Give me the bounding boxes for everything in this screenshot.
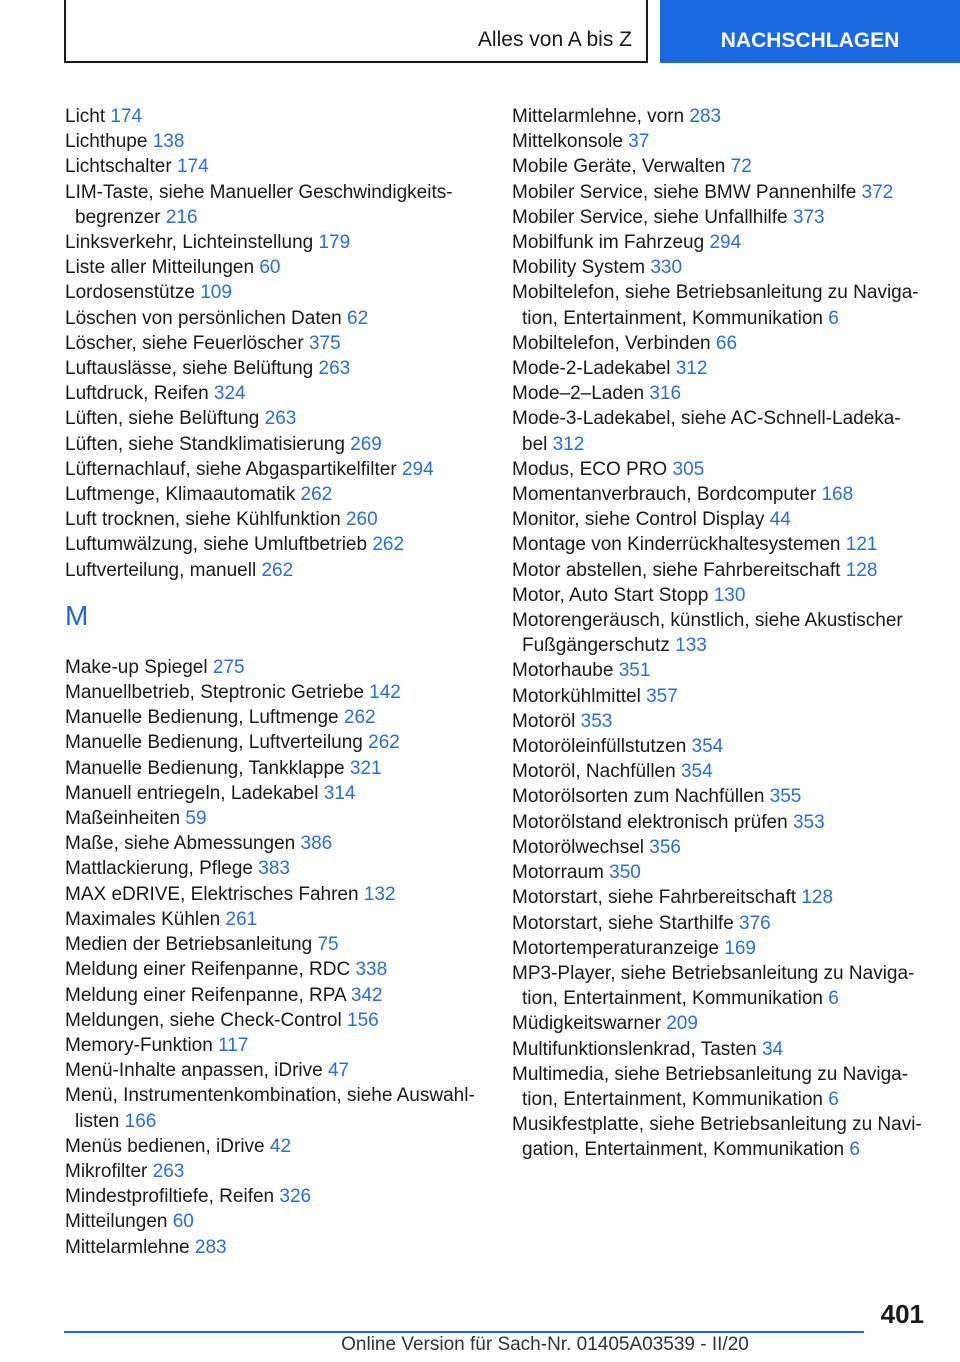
page-reference-link[interactable]: 353 (792, 811, 825, 833)
entry-text: Mindestprofiltiefe, Reifen (65, 1186, 275, 1208)
entry-text: Mobile Geräte, Verwalten (512, 156, 726, 178)
index-entry (65, 356, 485, 381)
index-entry-continuation (65, 1109, 485, 1134)
index-entry (65, 104, 485, 129)
entry-text: Make-up Spiegel (65, 656, 208, 678)
index-entry (512, 810, 932, 835)
index-entry (512, 104, 932, 129)
entry-text: Motorstart, siehe Starthilfe (512, 912, 734, 934)
entry-text: LIM-Taste, siehe Manueller Geschwindigkeits- (65, 181, 453, 203)
entry-text: Luftauslässe, siehe Belüftung (65, 358, 314, 380)
index-group-l (65, 104, 485, 583)
entry-text: Modus, ECO PRO (512, 458, 668, 480)
entry-text: Musikfestplatte, siehe Betriebsanleitung zu Navi- (512, 1114, 922, 1136)
entry-text: tion, Entertainment, Kommunikation (522, 988, 823, 1010)
entry-text: Menü-Inhalte anpassen, iDrive (65, 1060, 323, 1082)
index-entry (65, 957, 485, 982)
page-reference-link[interactable]: 330 (650, 257, 683, 279)
index-entry (512, 532, 932, 557)
index-column-left (65, 104, 485, 1260)
entry-text: MAX eDRIVE, Elektrisches Fahren (65, 883, 359, 905)
entry-text: Motorölwechsel (512, 836, 644, 858)
entry-text: Momentanverbrauch, Bordcomputer (512, 484, 817, 506)
index-entry (512, 835, 932, 860)
page-reference-link[interactable]: 174 (110, 106, 143, 127)
page-reference-link[interactable]: 216 (165, 206, 198, 228)
header-frame (64, 0, 648, 63)
entry-text: bel (522, 433, 548, 455)
entry-text: Monitor, siehe Control Display (512, 509, 765, 531)
page-reference-link[interactable]: 121 (845, 534, 878, 556)
page-reference-link[interactable]: 324 (213, 383, 246, 405)
entry-text: Motorraum (512, 862, 604, 884)
entry-text: Maße, siehe Abmessungen (65, 833, 296, 855)
entry-text: listen (75, 1110, 120, 1132)
entry-text: Luft trocknen, siehe Kühlfunktion (65, 509, 341, 531)
page-reference-link[interactable]: 376 (739, 912, 771, 934)
entry-text: Motor, Auto Start Stopp (512, 584, 709, 606)
index-entry (512, 558, 932, 583)
page-reference-link[interactable]: 350 (609, 862, 641, 884)
entry-text: Fußgängerschutz (522, 635, 670, 657)
entry-text: Mittelarmlehne (65, 1236, 190, 1258)
index-entry (512, 129, 932, 154)
index-entry (65, 1134, 485, 1159)
page-reference-link[interactable]: 169 (724, 937, 756, 959)
page-reference-link[interactable]: 260 (345, 509, 378, 531)
page-reference-link[interactable]: 342 (350, 984, 383, 1006)
page-reference-link[interactable]: 338 (355, 959, 388, 981)
page-reference-link[interactable]: 174 (176, 156, 209, 178)
entry-text: Mittelkonsole (512, 131, 623, 153)
index-entry (512, 381, 932, 406)
page-reference-link[interactable]: 209 (666, 1013, 698, 1035)
page-reference-link[interactable]: 47 (327, 1060, 350, 1082)
page-number: 401 (880, 1299, 924, 1329)
entry-text: Luftverteilung, manuell (65, 559, 257, 581)
entry-text: Lüften, siehe Standklimatisierung (65, 433, 345, 455)
page-reference-link[interactable]: 263 (318, 358, 351, 380)
entry-text: Meldung einer Reifenpanne, RDC (65, 959, 351, 981)
page-reference-link[interactable]: 262 (368, 732, 400, 754)
page-reference-link[interactable]: 283 (194, 1236, 227, 1258)
index-entry (65, 255, 485, 280)
index-entry (65, 432, 485, 457)
entry-text: Menü, Instrumentenkombination, siehe Auswahl- (65, 1085, 475, 1107)
index-entry (65, 730, 485, 755)
entry-text: Luftdruck, Reifen (65, 383, 209, 405)
entry-text: Mobiler Service, siehe BMW Pannenhilfe (512, 181, 857, 203)
entry-text: Mode–2–Laden (512, 383, 645, 405)
entry-text: Manuelle Bedienung, Tankklappe (65, 757, 345, 779)
entry-text: Mobiltelefon, Verbinden (512, 332, 711, 354)
entry-text: Motorölsorten zum Nachfüllen (512, 786, 765, 808)
page-reference-link[interactable]: 60 (259, 257, 281, 279)
page-reference-link[interactable]: 262 (300, 484, 333, 506)
index-entry (512, 961, 932, 986)
index-entry (65, 781, 485, 806)
index-entry (65, 1083, 485, 1108)
index-entry (65, 983, 485, 1008)
entry-text: gation, Entertainment, Kommunikation (522, 1139, 845, 1161)
entry-text: tion, Entertainment, Kommunikation (522, 1088, 823, 1110)
entry-text: MP3-Player, siehe Betriebsanleitung zu Naviga- (512, 962, 915, 984)
footer-rule (64, 1331, 864, 1333)
index-entry (512, 885, 932, 910)
index-entry (512, 709, 932, 734)
page-reference-link[interactable]: 37 (628, 131, 650, 153)
index-entry (512, 331, 932, 356)
entry-text: Manuell entriegeln, Ladekabel (65, 782, 319, 804)
entry-text: Maßeinheiten (65, 808, 181, 830)
page-reference-link[interactable]: 128 (801, 887, 834, 909)
letter-heading: M (65, 599, 89, 631)
index-entry (512, 482, 932, 507)
index-entry (65, 507, 485, 532)
header-tab-nachschlagen[interactable] (660, 0, 960, 63)
index-entry (512, 280, 932, 305)
index-entry (512, 658, 932, 683)
header-tab-label: NACHSCHLAGEN (720, 28, 900, 52)
entry-text: Motorölstand elektronisch prüfen (512, 811, 788, 833)
page-reference-link[interactable]: 386 (300, 833, 333, 855)
entry-text: Menüs bedienen, iDrive (65, 1135, 265, 1157)
page-reference-link[interactable]: 262 (261, 559, 294, 581)
index-entry (65, 1058, 485, 1083)
page-reference-link[interactable]: 6 (828, 988, 839, 1010)
page-reference-link[interactable]: 44 (769, 509, 791, 531)
index-entry (512, 1062, 932, 1087)
index-entry (65, 180, 485, 205)
page-reference-link[interactable]: 383 (258, 858, 290, 880)
index-entry (512, 759, 932, 784)
entry-text: Lordosenstütze (65, 282, 195, 304)
page-reference-link[interactable]: 263 (152, 1160, 185, 1182)
index-entry (512, 205, 932, 230)
entry-text: Lichtschalter (65, 156, 172, 178)
page-reference-link[interactable]: 353 (580, 710, 613, 732)
index-entry (512, 684, 932, 709)
page-reference-link[interactable]: 59 (185, 808, 207, 830)
index-entry-continuation (512, 1087, 932, 1112)
index-entry (65, 1008, 485, 1033)
index-entry (512, 507, 932, 532)
entry-text: Mitteilungen (65, 1211, 168, 1233)
page-reference-link[interactable]: 166 (124, 1110, 157, 1132)
index-entry (512, 784, 932, 809)
index-entry-continuation (512, 306, 932, 331)
index-entry (65, 655, 485, 680)
index-entry (65, 1159, 485, 1184)
entry-text: Motortemperaturanzeige (512, 937, 719, 959)
index-entry (512, 936, 932, 961)
entry-text: Multimedia, siehe Betriebsanleitung zu Naviga- (512, 1063, 909, 1085)
entry-text: Maximales Kühlen (65, 908, 221, 930)
page-reference-link[interactable]: 72 (730, 156, 752, 178)
index-group-m (65, 655, 485, 1260)
entry-text: Manuelle Bedienung, Luftverteilung (65, 732, 363, 754)
index-entry (512, 1011, 932, 1036)
index-entry (65, 482, 485, 507)
page-reference-link[interactable]: 294 (401, 458, 434, 480)
entry-text: Mikrofilter (65, 1160, 148, 1182)
page-reference-link[interactable]: 312 (552, 433, 585, 455)
page-reference-link[interactable]: 262 (372, 534, 405, 556)
index-entry (65, 856, 485, 881)
index-entry (65, 907, 485, 932)
page-reference-link[interactable]: 375 (308, 332, 341, 354)
entry-text: Lichthupe (65, 131, 148, 153)
entry-text: Manuelle Bedienung, Luftmenge (65, 707, 339, 729)
entry-text: tion, Entertainment, Kommunikation (522, 307, 823, 329)
page-reference-link[interactable]: 132 (363, 883, 396, 905)
index-entry (65, 1209, 485, 1234)
page-reference-link[interactable]: 263 (264, 408, 297, 430)
index-group-m-continued (512, 104, 932, 1163)
entry-text: Mode-3-Ladekabel, siehe AC-Schnell-Ladeka- (512, 408, 901, 430)
entry-text: Mode-2-Ladekabel (512, 358, 671, 380)
index-entry (512, 1112, 932, 1137)
entry-text: Mobiler Service, siehe Unfallhilfe (512, 206, 788, 228)
page-reference-link[interactable]: 372 (861, 181, 894, 203)
index-entry (512, 255, 932, 280)
index-entry (65, 1184, 485, 1209)
page-reference-link[interactable]: 117 (218, 1034, 249, 1056)
entry-text: Lüften, siehe Belüftung (65, 408, 260, 430)
index-entry (512, 154, 932, 179)
entry-text: Motoröl, Nachfüllen (512, 761, 676, 783)
page-reference-link[interactable]: 269 (350, 433, 382, 455)
entry-text: Linksverkehr, Lichteinstellung (65, 232, 314, 254)
page-reference-link[interactable]: 109 (200, 282, 232, 304)
index-entry (65, 154, 485, 179)
index-entry (512, 860, 932, 885)
footer-text: Online Version für Sach-Nr. 01405A03539 - II/20 (341, 1334, 749, 1355)
page-reference-link[interactable]: 283 (689, 106, 722, 127)
page-reference-link[interactable]: 314 (323, 782, 356, 804)
index-entry (65, 558, 485, 583)
entry-text: Mobility System (512, 257, 646, 279)
index-column-right (512, 104, 932, 1163)
entry-text: Manuellbetrieb, Steptronic Getriebe (65, 682, 364, 704)
page-reference-link[interactable]: 138 (152, 131, 185, 153)
entry-text: Multifunktionslenkrad, Tasten (512, 1038, 757, 1060)
index-entry (512, 734, 932, 759)
page-reference-link[interactable]: 354 (680, 761, 713, 783)
entry-text: Löscher, siehe Feuerlöscher (65, 332, 304, 354)
page-reference-link[interactable]: 373 (792, 206, 825, 228)
index-entry (512, 230, 932, 255)
page-reference-link[interactable]: 66 (715, 332, 738, 354)
page-reference-link[interactable]: 168 (821, 484, 854, 506)
index-entry (65, 129, 485, 154)
entry-text: Löschen von persönlichen Daten (65, 307, 342, 329)
index-entry (65, 331, 485, 356)
index-entry (65, 882, 485, 907)
index-entry (512, 406, 932, 431)
header-section-title: Alles von A bis Z (477, 27, 632, 51)
index-entry-continuation (512, 432, 932, 457)
entry-text: Mattlackierung, Pflege (65, 858, 253, 880)
page-reference-link[interactable]: 62 (347, 307, 369, 329)
index-entry-continuation (512, 986, 932, 1011)
page-reference-link[interactable]: 275 (212, 656, 245, 678)
index-entry (65, 806, 485, 831)
page-reference-link[interactable]: 6 (828, 307, 839, 329)
index-entry (65, 705, 485, 730)
page-reference-link[interactable]: 6 (849, 1139, 860, 1161)
index-entry (65, 532, 485, 557)
index-entry (65, 280, 485, 305)
entry-text: Memory-Funktion (65, 1034, 213, 1056)
index-entry (512, 180, 932, 205)
entry-text: Motorkühlmittel (512, 685, 641, 707)
entry-text: Medien der Betriebsanleitung (65, 934, 313, 956)
index-entry (65, 457, 485, 482)
page-reference-link[interactable]: 355 (769, 786, 802, 808)
entry-text: Motorengeräusch, künstlich, siehe Akustischer (512, 610, 903, 632)
index-entry (65, 381, 485, 406)
index-entry (512, 583, 932, 608)
page-reference-link[interactable]: 156 (347, 1009, 379, 1031)
index-entry (65, 406, 485, 431)
entry-text: Luftmenge, Klimaautomatik (65, 484, 296, 506)
entry-text: Liste aller Mitteilungen (65, 257, 255, 279)
entry-text: Lüfternachlauf, siehe Abgaspartikelfilter (65, 458, 397, 480)
entry-text: Motor abstellen, siehe Fahrbereitschaft (512, 559, 841, 581)
index-entry (65, 831, 485, 856)
index-entry-continuation (65, 205, 485, 230)
index-entry (512, 1037, 932, 1062)
entry-text: Montage von Kinderrückhaltesystemen (512, 534, 841, 556)
page-reference-link[interactable]: 356 (649, 836, 681, 858)
page-reference-link[interactable]: 312 (675, 358, 708, 380)
entry-text: Meldungen, siehe Check-Control (65, 1009, 342, 1031)
page-reference-link[interactable]: 351 (618, 660, 651, 682)
entry-text: Motoröleinfüllstutzen (512, 736, 687, 758)
page-reference-link[interactable]: 357 (646, 685, 678, 707)
page-reference-link[interactable]: 261 (225, 908, 258, 930)
entry-text: Müdigkeitswarner (512, 1013, 661, 1035)
page-reference-link[interactable]: 128 (845, 559, 878, 581)
page-reference-link[interactable]: 262 (343, 707, 376, 729)
page-reference-link[interactable]: 130 (713, 584, 746, 606)
index-entry-continuation (512, 633, 932, 658)
index-entry (65, 1235, 485, 1260)
entry-text: Luftumwälzung, siehe Umluftbetrieb (65, 534, 368, 556)
page-reference-link[interactable]: 42 (269, 1135, 292, 1157)
page-reference-link[interactable]: 354 (691, 736, 724, 758)
entry-text: Licht (65, 106, 106, 127)
index-entry (65, 306, 485, 331)
entry-text: begrenzer (75, 206, 161, 228)
entry-text: Motorhaube (512, 660, 614, 682)
index-entry (65, 932, 485, 957)
index-entry (65, 230, 485, 255)
index-entry (65, 1033, 485, 1058)
entry-text: Mobiltelefon, siehe Betriebsanleitung zu Naviga- (512, 282, 919, 304)
index-entry-continuation (512, 1137, 932, 1162)
page-reference-link[interactable]: 316 (649, 383, 682, 405)
page-reference-link[interactable]: 179 (318, 232, 351, 254)
entry-text: Motorstart, siehe Fahrbereitschaft (512, 887, 797, 909)
page-reference-link[interactable]: 321 (349, 757, 382, 779)
index-entry (512, 356, 932, 381)
index-entry (512, 457, 932, 482)
entry-text: Meldung einer Reifenpanne, RPA (65, 984, 346, 1006)
page-reference-link[interactable]: 60 (172, 1211, 194, 1233)
page-reference-link[interactable]: 305 (672, 458, 705, 480)
entry-text: Mittelarmlehne, vorn (512, 106, 685, 127)
index-entry (65, 680, 485, 705)
page-reference-link[interactable]: 75 (317, 934, 339, 956)
page-reference-link[interactable]: 133 (675, 635, 707, 657)
entry-text: Mobilfunk im Fahrzeug (512, 232, 705, 254)
index-entry (512, 608, 932, 633)
index-entry (512, 911, 932, 936)
page-reference-link[interactable]: 34 (761, 1038, 784, 1060)
index-entry (65, 756, 485, 781)
page-reference-link[interactable]: 294 (709, 232, 742, 254)
page-reference-link[interactable]: 326 (279, 1186, 312, 1208)
page-reference-link[interactable]: 6 (828, 1088, 839, 1110)
page-reference-link[interactable]: 142 (369, 682, 401, 704)
entry-text: Motoröl (512, 710, 576, 732)
